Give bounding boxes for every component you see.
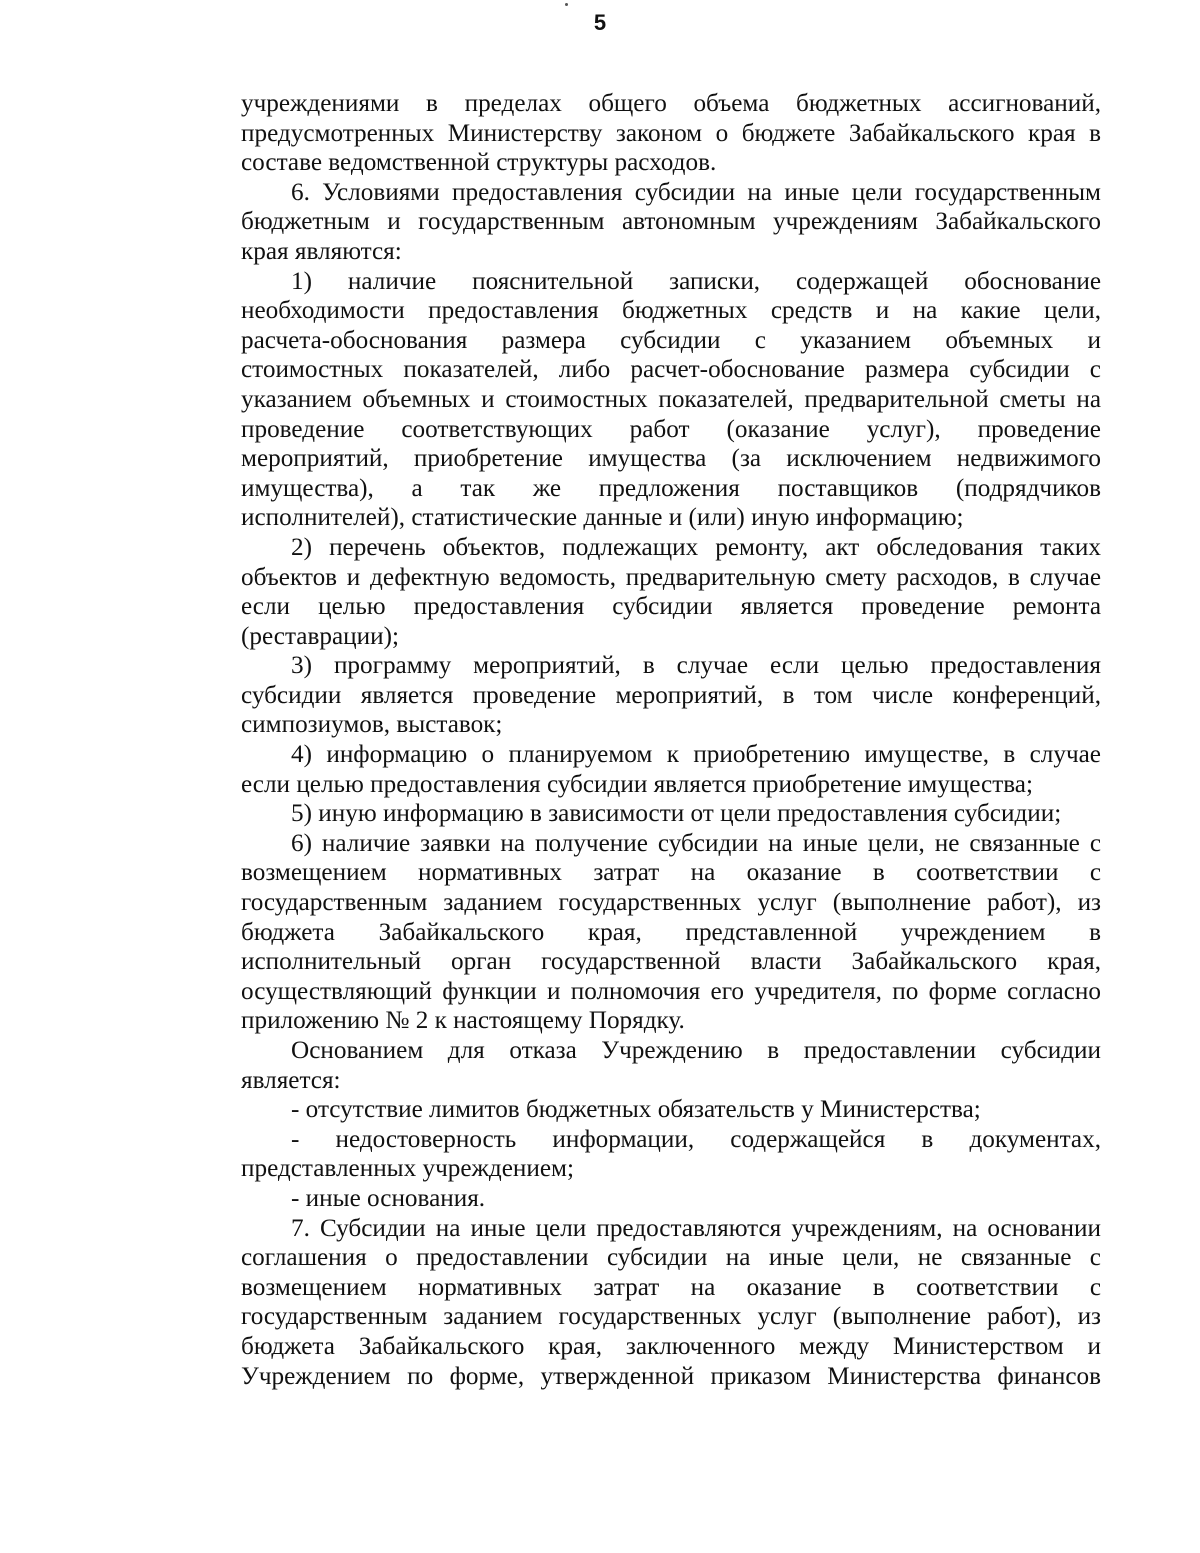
text-line: приложению № 2 к настоящему Порядку. [241, 1007, 685, 1035]
text-line: возмещением нормативных затрат на оказание в соответствии с [241, 859, 1101, 887]
text-line: если целью предоставления субсидии является приобретение имущества; [241, 770, 1033, 798]
text-line: если целью предоставления субсидии является проведение ремонта [241, 593, 1101, 621]
paragraph [241, 1125, 1101, 1184]
paragraph [241, 89, 1101, 178]
paragraph [241, 1036, 1101, 1095]
text-line: симпозиумов, выставок; [241, 711, 503, 739]
text-line: субсидии является проведение мероприятий, в том числе конференций, [241, 681, 1101, 709]
text-line: соглашения о предоставлении субсидии на иные цели, не связанные с [241, 1244, 1101, 1272]
text-line: представленных учреждением; [241, 1155, 574, 1183]
text-line: объектов и дефектную ведомость, предварительную смету расходов, в случае [241, 563, 1101, 591]
text-line: является: [241, 1066, 341, 1094]
text-line: бюджетным и государственным автономным учреждениям Забайкальского [241, 208, 1101, 236]
text-line: имущества), а так же предложения поставщиков (подрядчиков [241, 474, 1101, 502]
text-line: осуществляющий функции и полномочия его учредителя, по форме согласно [241, 977, 1101, 1005]
text-line: 1) наличие пояснительной записки, содержащей обоснование [291, 267, 1101, 295]
paragraph [241, 651, 1101, 740]
text-line: мероприятий, приобретение имущества (за исключением недвижимого [241, 445, 1101, 473]
paragraph [241, 740, 1101, 799]
text-line: стоимостных показателей, либо расчет-обоснование размера субсидии с [241, 356, 1101, 384]
scan-speck [565, 3, 568, 6]
text-line: 3) программу мероприятий, в случае если целью предоставления [291, 652, 1101, 680]
text-line: возмещением нормативных затрат на оказание в соответствии с [241, 1273, 1101, 1301]
text-line: предусмотренных Министерству законом о бюджете Забайкальского края в [241, 119, 1101, 147]
text-line: проведение соответствующих работ (оказание услуг), проведение [241, 415, 1101, 443]
paragraph [241, 178, 1101, 267]
text-line: исполнителей), статистические данные и (или) иную информацию; [241, 504, 964, 532]
paragraph [241, 829, 1101, 1036]
text-line: расчета-обоснования размера субсидии с указанием объемных и [241, 326, 1101, 354]
text-line: бюджета Забайкальского края, представленной учреждением в [241, 918, 1101, 946]
paragraph [241, 1184, 1101, 1214]
text-line: - недостоверность информации, содержащейся в документах, [291, 1125, 1101, 1153]
text-line: 6) наличие заявки на получение субсидии на иные цели, не связанные с [291, 829, 1101, 857]
text-line: 5) иную информацию в зависимости от цели предоставления субсидии; [291, 800, 1062, 828]
page-number: 5 [593, 10, 607, 35]
paragraph [241, 1214, 1101, 1392]
text-line: 7. Субсидии на иные цели предоставляются учреждениям, на основании [291, 1214, 1101, 1242]
text-line: государственным заданием государственных услуг (выполнение работ), из [241, 1303, 1101, 1331]
paragraph [241, 1095, 1101, 1125]
text-line: 4) информацию о планируемом к приобретению имуществе, в случае [291, 741, 1101, 769]
text-line: - иные основания. [291, 1184, 486, 1212]
text-line: Основанием для отказа Учреждению в предоставлении субсидии [291, 1037, 1101, 1064]
text-line: исполнительный орган государственной власти Забайкальского края, [241, 948, 1101, 976]
text-line: бюджета Забайкальского края, заключенного между Министерством и [241, 1332, 1101, 1360]
text-line: - отсутствие лимитов бюджетных обязательств у Министерства; [291, 1096, 981, 1124]
text-line: Учреждением по форме, утвержденной приказом Министерства финансов [241, 1362, 1101, 1390]
paragraph [241, 533, 1101, 651]
text-line: необходимости предоставления бюджетных средств и на какие цели, [241, 297, 1101, 325]
text-line: (реставрации); [241, 622, 399, 650]
document-body [241, 89, 1101, 1391]
text-line: государственным заданием государственных услуг (выполнение работ), из [241, 889, 1101, 917]
text-line: 6. Условиями предоставления субсидии на иные цели государственным [291, 178, 1101, 206]
paragraph [241, 267, 1101, 533]
text-line: учреждениями в пределах общего объема бюджетных ассигнований, [241, 90, 1101, 117]
text-line: 2) перечень объектов, подлежащих ремонту, акт обследования таких [291, 533, 1101, 561]
text-line: составе ведомственной структуры расходов. [241, 149, 717, 177]
text-line: края являются: [241, 237, 402, 265]
text-line: указанием объемных и стоимостных показателей, предварительной сметы на [241, 385, 1101, 413]
paragraph [241, 799, 1101, 829]
